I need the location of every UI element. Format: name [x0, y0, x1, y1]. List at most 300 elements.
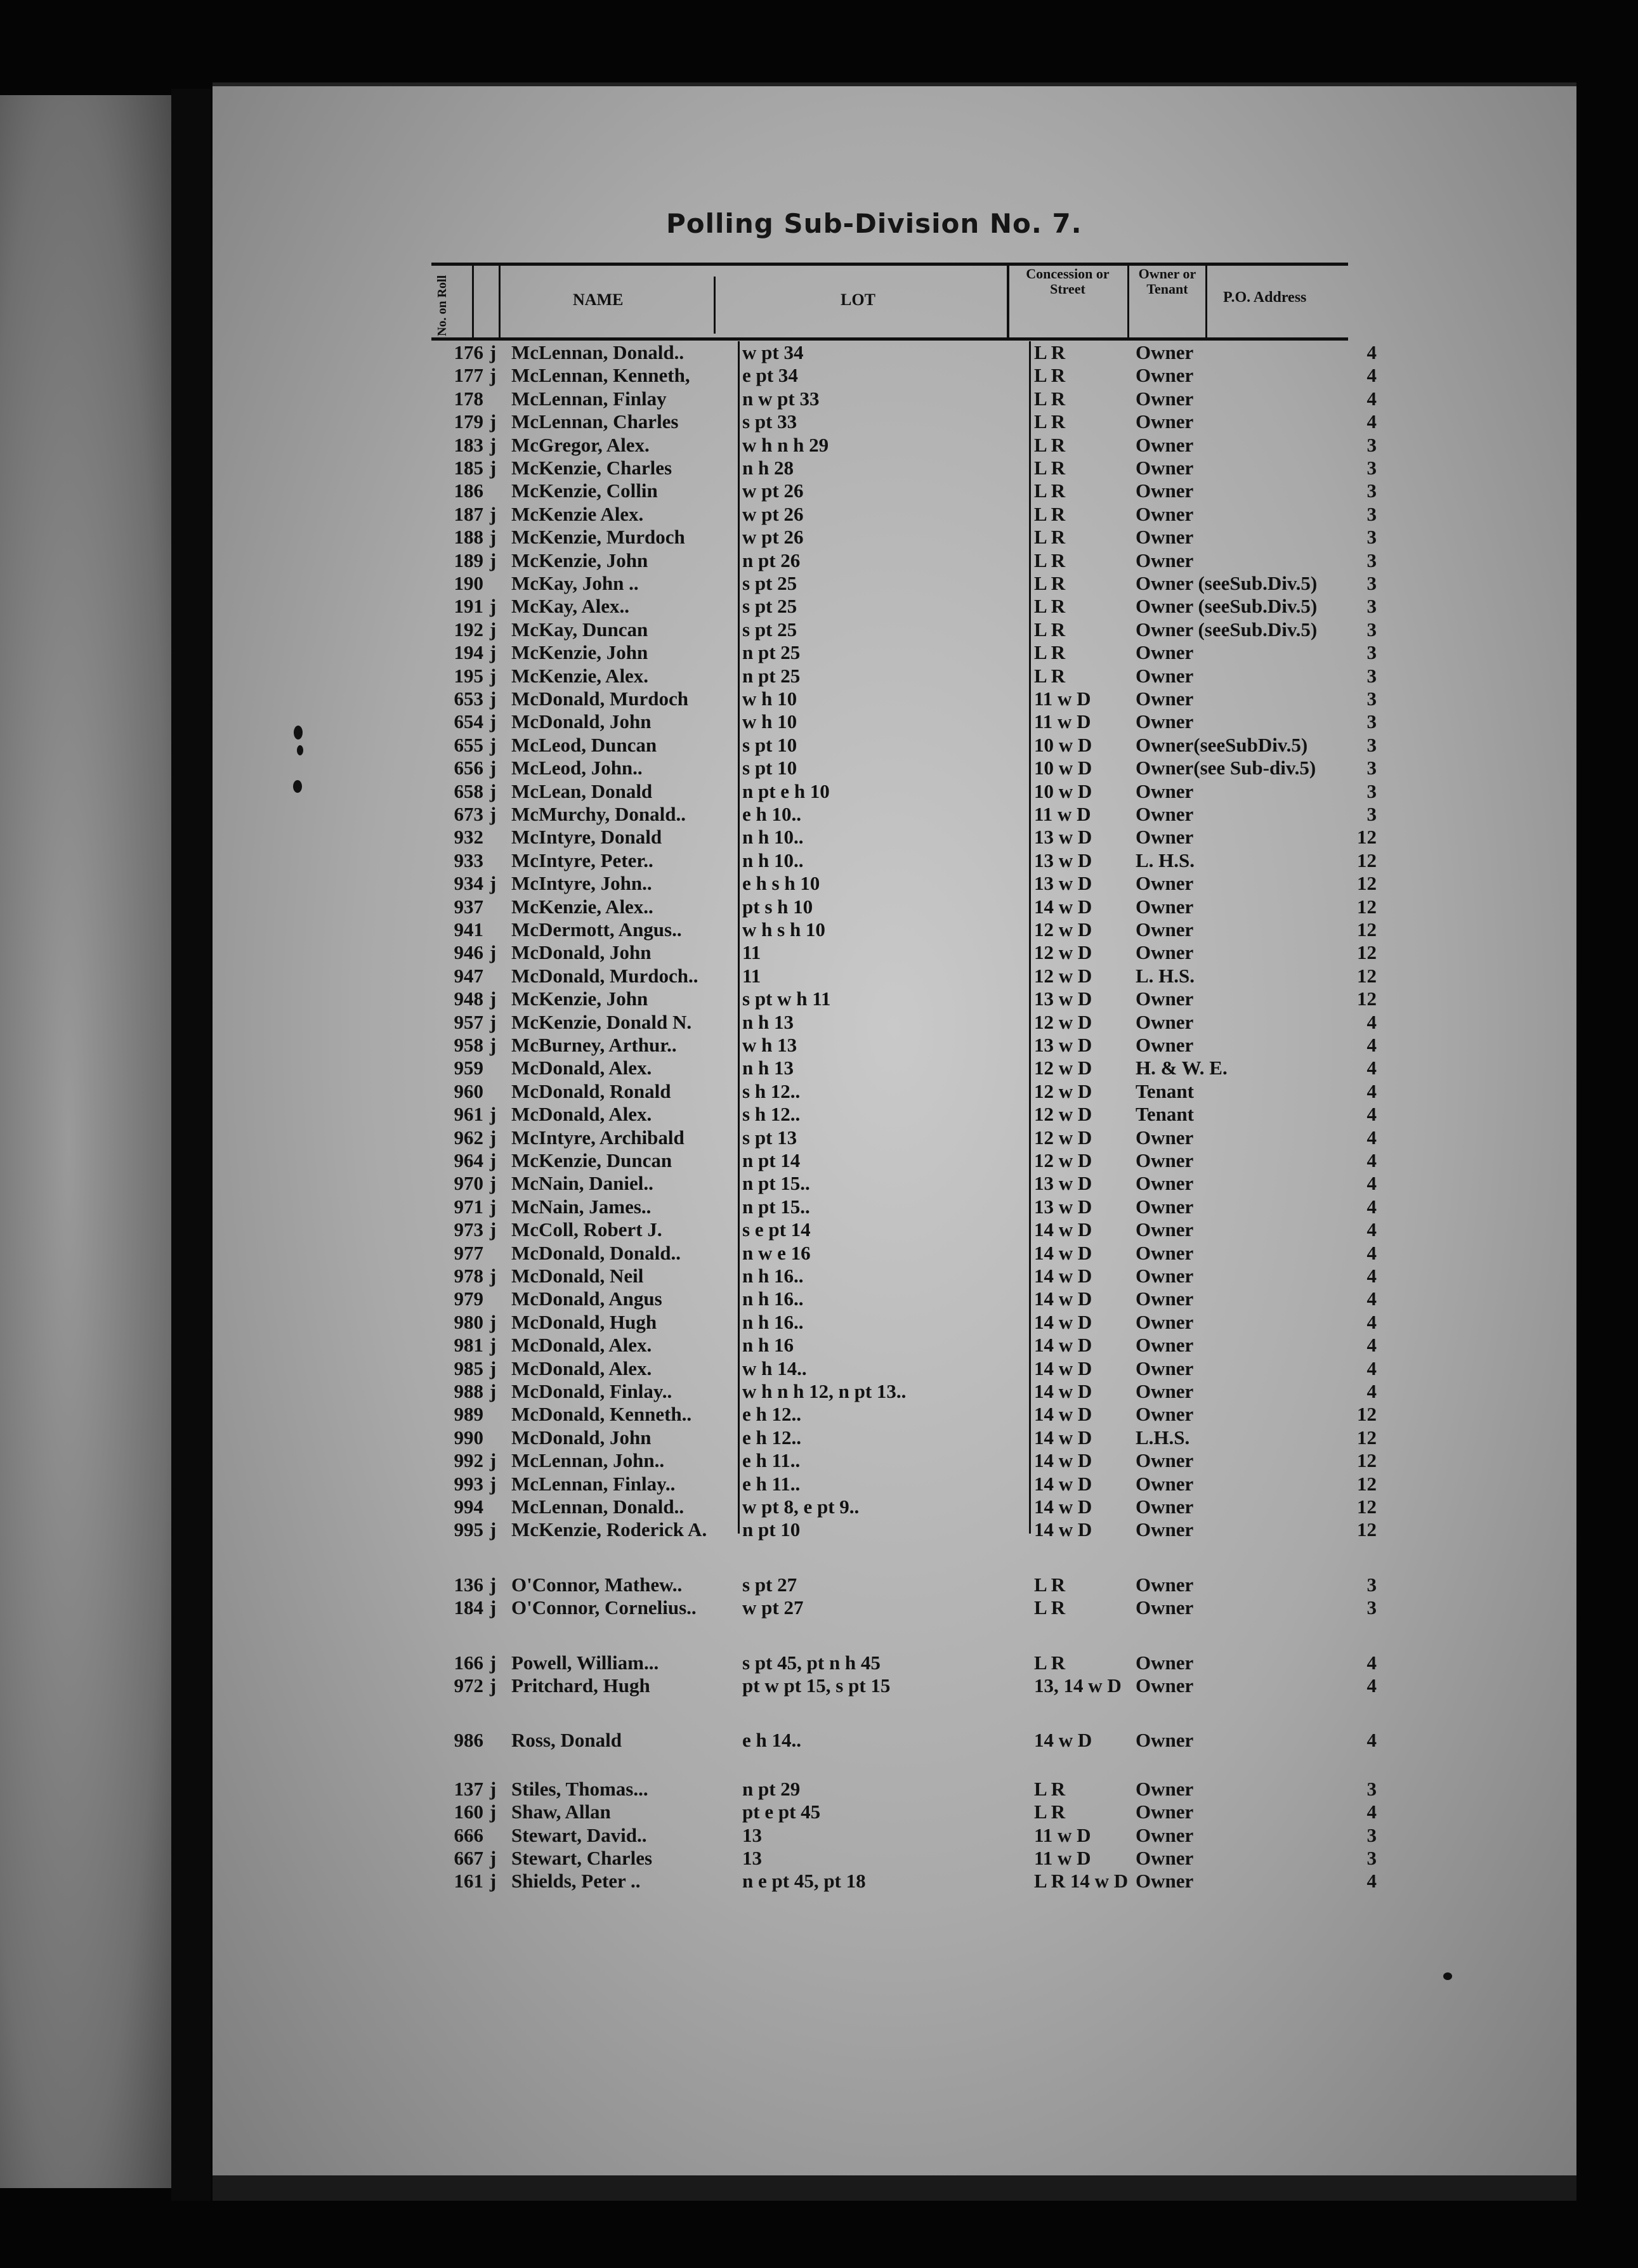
cell-own: Owner — [1136, 1126, 1194, 1149]
cell-con: 14 w D — [1034, 1334, 1092, 1357]
cell-j: j — [489, 1149, 497, 1171]
cell-no: 176 — [454, 341, 483, 363]
cell-po: 4 — [1366, 387, 1377, 410]
cell-lot: e h 12.. — [742, 1403, 801, 1426]
cell-lot: n pt 26 — [742, 549, 801, 571]
cell-name: McLennan, Kenneth, — [511, 364, 690, 387]
cell-own: Owner — [1136, 1823, 1194, 1846]
cell-po: 4 — [1366, 364, 1377, 387]
cell-po: 4 — [1366, 1674, 1377, 1697]
cell-con: 14 w D — [1034, 1472, 1092, 1495]
cell-con: 12 w D — [1034, 1103, 1092, 1126]
cell-po: 4 — [1366, 1651, 1377, 1674]
table-row — [0, 1652, 1638, 1674]
cell-name: McLeod, John.. — [511, 757, 643, 779]
header-divider — [1205, 263, 1207, 340]
cell-name: McKenzie, Duncan — [511, 1149, 672, 1171]
cell-po: 4 — [1366, 1357, 1377, 1379]
page-bottom-edge — [213, 2175, 1576, 2201]
cell-no: 667 — [454, 1847, 483, 1869]
cell-lot: w pt 8, e pt 9.. — [742, 1496, 860, 1518]
cell-po: 12 — [1357, 1518, 1377, 1541]
cell-own: Owner — [1136, 1847, 1194, 1869]
table-row — [0, 941, 1638, 964]
cell-po: 4 — [1366, 1195, 1377, 1218]
scan-speck — [294, 726, 303, 740]
cell-own: Owner — [1136, 1472, 1194, 1495]
cell-name: McLean, Donald — [511, 779, 653, 802]
cell-name: McDonald, John — [511, 941, 652, 964]
cell-lot: s pt 13 — [742, 1126, 797, 1149]
cell-name: McLennan, Finlay.. — [511, 1472, 676, 1495]
cell-own: Owner — [1136, 803, 1194, 825]
header-bottom-rule — [431, 337, 1348, 341]
cell-own: Owner — [1136, 1287, 1194, 1310]
cell-lot: n h 16.. — [742, 1287, 804, 1310]
cell-j: j — [489, 502, 497, 525]
cell-own: Owner — [1136, 1596, 1194, 1619]
cell-no: 166 — [454, 1651, 483, 1674]
cell-po: 4 — [1366, 1010, 1377, 1033]
cell-own: Owner — [1136, 1777, 1194, 1800]
cell-no: 195 — [454, 664, 483, 687]
table-row — [0, 1574, 1638, 1596]
cell-po: 4 — [1366, 410, 1377, 433]
cell-con: L R 14 w D — [1034, 1870, 1129, 1893]
cell-j: j — [489, 757, 497, 779]
cell-po: 12 — [1357, 1403, 1377, 1426]
cell-con: 14 w D — [1034, 1310, 1092, 1333]
cell-po: 3 — [1366, 1573, 1377, 1596]
cell-con: L R — [1034, 479, 1066, 502]
cell-own: Owner — [1136, 1172, 1194, 1195]
cell-lot: e h 12.. — [742, 1426, 801, 1449]
cell-po: 12 — [1357, 987, 1377, 1010]
cell-name: McLennan, Charles — [511, 410, 679, 433]
cell-lot: n pt 29 — [742, 1777, 801, 1800]
cell-po: 3 — [1366, 1777, 1377, 1800]
cell-lot: w h n h 12, n pt 13.. — [742, 1380, 907, 1402]
cell-own: Owner(see Sub-div.5) — [1136, 757, 1316, 779]
cell-lot: s pt 27 — [742, 1573, 797, 1596]
cell-con: L R — [1034, 387, 1066, 410]
cell-name: McDonald, Donald.. — [511, 1241, 681, 1264]
cell-j: j — [489, 1596, 497, 1619]
cell-own: Owner — [1136, 641, 1194, 664]
table-row — [0, 826, 1638, 849]
cell-own: Owner — [1136, 688, 1194, 710]
cell-lot: s h 12.. — [742, 1079, 801, 1102]
table-row — [0, 1449, 1638, 1472]
cell-po: 4 — [1366, 1380, 1377, 1402]
cell-con: 14 w D — [1034, 1218, 1092, 1241]
cell-name: McKenzie, Donald N. — [511, 1010, 692, 1033]
cell-no: 986 — [454, 1729, 483, 1752]
cell-po: 4 — [1366, 1218, 1377, 1241]
cell-con: 13 w D — [1034, 1172, 1092, 1195]
cell-con: 13 w D — [1034, 849, 1092, 871]
cell-own: Owner — [1136, 664, 1194, 687]
cell-name: McDonald, John — [511, 710, 652, 733]
cell-con: L R — [1034, 1596, 1066, 1619]
cell-j: j — [489, 1195, 497, 1218]
cell-j: j — [489, 779, 497, 802]
cell-lot: s pt 33 — [742, 410, 797, 433]
cell-own: Owner — [1136, 1403, 1194, 1426]
table-row — [0, 1357, 1638, 1380]
cell-con: 12 w D — [1034, 941, 1092, 964]
cell-con: 11 w D — [1034, 688, 1091, 710]
cell-j: j — [489, 433, 497, 456]
cell-name: McDonald, Kenneth.. — [511, 1403, 692, 1426]
cell-own: Owner — [1136, 1729, 1194, 1752]
cell-po: 3 — [1366, 479, 1377, 502]
cell-j: j — [489, 710, 497, 733]
cell-con: L R — [1034, 502, 1066, 525]
cell-po: 4 — [1366, 1241, 1377, 1264]
cell-name: Stewart, David.. — [511, 1823, 647, 1846]
cell-po: 4 — [1366, 1287, 1377, 1310]
cell-po: 12 — [1357, 1426, 1377, 1449]
cell-j: j — [489, 641, 497, 664]
cell-po: 4 — [1366, 1149, 1377, 1171]
cell-name: McLennan, Donald.. — [511, 1496, 685, 1518]
table-row — [0, 526, 1638, 549]
cell-po: 12 — [1357, 872, 1377, 895]
table-row — [0, 1334, 1638, 1357]
header-owner-tenant: Owner or Tenant — [1138, 266, 1196, 297]
cell-lot: n h 16.. — [742, 1310, 804, 1333]
cell-con: 13, 14 w D — [1034, 1674, 1122, 1697]
cell-no: 990 — [454, 1426, 483, 1449]
cell-po: 4 — [1366, 1310, 1377, 1333]
cell-po: 4 — [1366, 1265, 1377, 1287]
cell-j: j — [489, 1310, 497, 1333]
cell-no: 192 — [454, 618, 483, 641]
cell-j: j — [489, 688, 497, 710]
cell-own: Owner — [1136, 779, 1194, 802]
cell-lot: pt e pt 45 — [742, 1801, 821, 1823]
table-row — [0, 1380, 1638, 1403]
cell-no: 160 — [454, 1801, 483, 1823]
cell-po: 3 — [1366, 618, 1377, 641]
cell-lot: n h 10.. — [742, 849, 804, 871]
header-name: NAME — [573, 290, 624, 309]
cell-lot: w h 14.. — [742, 1357, 807, 1379]
cell-lot: s pt 10 — [742, 757, 797, 779]
cell-own: L.H.S. — [1136, 1426, 1190, 1449]
cell-name: O'Connor, Cornelius.. — [511, 1596, 697, 1619]
cell-j: j — [489, 364, 497, 387]
cell-po: 3 — [1366, 710, 1377, 733]
cell-name: McIntyre, Peter.. — [511, 849, 653, 871]
cell-po: 3 — [1366, 664, 1377, 687]
cell-own: Owner — [1136, 1674, 1194, 1697]
cell-j: j — [489, 1651, 497, 1674]
table-row — [0, 434, 1638, 457]
cell-po: 3 — [1366, 595, 1377, 618]
cell-con: 14 w D — [1034, 1380, 1092, 1402]
table-row — [0, 1172, 1638, 1195]
cell-own: Owner — [1136, 502, 1194, 525]
cell-name: McGregor, Alex. — [511, 433, 650, 456]
scan-speck — [1443, 1972, 1452, 1980]
cell-con: L R — [1034, 641, 1066, 664]
cell-own: Owner — [1136, 387, 1194, 410]
cell-j: j — [489, 341, 497, 363]
header-divider — [472, 263, 474, 340]
cell-no: 973 — [454, 1218, 483, 1241]
table-row — [0, 1518, 1638, 1541]
cell-name: McKenzie, Charles — [511, 457, 672, 479]
cell-name: McKenzie Alex. — [511, 502, 644, 525]
cell-con: L R — [1034, 549, 1066, 571]
cell-j: j — [489, 733, 497, 756]
cell-name: McMurchy, Donald.. — [511, 803, 686, 825]
cell-own: Tenant — [1136, 1103, 1194, 1126]
table-row — [0, 1080, 1638, 1103]
cell-no: 183 — [454, 433, 483, 456]
cell-j: j — [489, 1126, 497, 1149]
cell-con: L R — [1034, 618, 1066, 641]
cell-lot: n h 16.. — [742, 1265, 804, 1287]
cell-con: 11 w D — [1034, 1847, 1091, 1869]
cell-po: 12 — [1357, 1449, 1377, 1472]
cell-lot: n pt 25 — [742, 641, 801, 664]
cell-name: McKenzie, John — [511, 987, 648, 1010]
cell-po: 4 — [1366, 1034, 1377, 1056]
cell-j: j — [489, 1573, 497, 1596]
cell-own: Owner — [1136, 1518, 1194, 1541]
cell-no: 933 — [454, 849, 483, 871]
cell-own: Owner — [1136, 918, 1194, 941]
cell-po: 3 — [1366, 1823, 1377, 1846]
cell-con: L R — [1034, 410, 1066, 433]
cell-name: Stewart, Charles — [511, 1847, 653, 1869]
cell-name: McDonald, Alex. — [511, 1357, 652, 1379]
cell-po: 3 — [1366, 526, 1377, 549]
cell-con: L R — [1034, 457, 1066, 479]
cell-own: Owner — [1136, 479, 1194, 502]
cell-po: 4 — [1366, 1126, 1377, 1149]
cell-lot: n pt 15.. — [742, 1172, 810, 1195]
cell-con: 12 w D — [1034, 1079, 1092, 1102]
cell-no: 136 — [454, 1573, 483, 1596]
cell-no: 654 — [454, 710, 483, 733]
cell-con: 12 w D — [1034, 1010, 1092, 1033]
cell-po: 12 — [1357, 1496, 1377, 1518]
cell-own: Owner — [1136, 1380, 1194, 1402]
cell-lot: s pt 25 — [742, 618, 797, 641]
cell-po: 3 — [1366, 779, 1377, 802]
cell-lot: n w pt 33 — [742, 387, 820, 410]
header-no-on-roll: No. on Roll — [435, 275, 449, 336]
cell-j: j — [489, 941, 497, 964]
cell-no: 977 — [454, 1241, 483, 1264]
cell-no: 178 — [454, 387, 483, 410]
table-row — [0, 341, 1638, 364]
header-divider — [1007, 263, 1009, 340]
table-row — [0, 641, 1638, 664]
cell-no: 658 — [454, 779, 483, 802]
cell-lot: n pt 10 — [742, 1518, 801, 1541]
cell-name: McDonald, Angus — [511, 1287, 662, 1310]
cell-con: L R — [1034, 572, 1066, 594]
cell-no: 957 — [454, 1010, 483, 1033]
table-row — [0, 1126, 1638, 1149]
cell-j: j — [489, 410, 497, 433]
cell-name: McKenzie, John — [511, 549, 648, 571]
cell-con: 14 w D — [1034, 895, 1092, 918]
header-top-rule — [431, 263, 1348, 266]
cell-lot: 13 — [742, 1823, 762, 1846]
cell-own: Owner — [1136, 1496, 1194, 1518]
cell-own: Owner — [1136, 872, 1194, 895]
cell-name: Pritchard, Hugh — [511, 1674, 650, 1697]
cell-j: j — [489, 526, 497, 549]
cell-con: 10 w D — [1034, 757, 1092, 779]
cell-name: McLeod, Duncan — [511, 733, 657, 756]
cell-lot: s pt 25 — [742, 595, 797, 618]
cell-j: j — [489, 1777, 497, 1800]
table-row — [0, 364, 1638, 387]
cell-lot: n h 16 — [742, 1334, 794, 1357]
cell-con: 14 w D — [1034, 1426, 1092, 1449]
cell-own: Owner — [1136, 1010, 1194, 1033]
cell-lot: n h 10.. — [742, 826, 804, 849]
table-row — [0, 1149, 1638, 1172]
cell-po: 12 — [1357, 918, 1377, 941]
cell-no: 959 — [454, 1057, 483, 1079]
cell-name: McDonald, Ronald — [511, 1079, 671, 1102]
table-row — [0, 1196, 1638, 1218]
table-row — [0, 388, 1638, 410]
cell-po: 3 — [1366, 433, 1377, 456]
cell-own: Owner — [1136, 1334, 1194, 1357]
cell-no: 666 — [454, 1823, 483, 1846]
cell-lot: e h 14.. — [742, 1729, 801, 1752]
cell-own: Owner — [1136, 826, 1194, 849]
cell-j: j — [489, 803, 497, 825]
cell-no: 653 — [454, 688, 483, 710]
table-row — [0, 757, 1638, 779]
cell-name: McColl, Robert J. — [511, 1218, 662, 1241]
table-row — [0, 1870, 1638, 1893]
cell-con: 11 w D — [1034, 710, 1091, 733]
scan-speck — [297, 745, 303, 755]
cell-lot: w pt 26 — [742, 479, 804, 502]
cell-no: 962 — [454, 1126, 483, 1149]
cell-name: McDonald, Neil — [511, 1265, 644, 1287]
cell-no: 948 — [454, 987, 483, 1010]
cell-own: Owner — [1136, 1870, 1194, 1893]
cell-own: Owner(seeSubDiv.5) — [1136, 733, 1308, 756]
table-row — [0, 1287, 1638, 1310]
cell-lot: e h 11.. — [742, 1449, 801, 1472]
cell-lot: s pt 45, pt n h 45 — [742, 1651, 881, 1674]
cell-no: 970 — [454, 1172, 483, 1195]
cell-own: Owner — [1136, 457, 1194, 479]
cell-con: L R — [1034, 433, 1066, 456]
table-row — [0, 1824, 1638, 1847]
cell-j: j — [489, 1449, 497, 1472]
cell-own: Owner — [1136, 410, 1194, 433]
page-title: Polling Sub-Division No. 7. — [666, 208, 1082, 239]
cell-name: McNain, James.. — [511, 1195, 652, 1218]
cell-j: j — [489, 1801, 497, 1823]
cell-lot: 11 — [742, 941, 761, 964]
cell-name: McDonald, Alex. — [511, 1057, 652, 1079]
cell-name: Shields, Peter .. — [511, 1870, 641, 1893]
cell-name: McDonald, John — [511, 1426, 652, 1449]
cell-own: Owner — [1136, 341, 1194, 363]
cell-lot: s pt 25 — [742, 572, 797, 594]
cell-own: Owner — [1136, 1265, 1194, 1287]
cell-po: 12 — [1357, 849, 1377, 871]
cell-own: Owner (seeSub.Div.5) — [1136, 572, 1318, 594]
cell-lot: e h 11.. — [742, 1472, 801, 1495]
table-row — [0, 665, 1638, 688]
cell-name: McDonald, Hugh — [511, 1310, 657, 1333]
cell-j: j — [489, 1265, 497, 1287]
cell-j: j — [489, 1334, 497, 1357]
cell-lot: w pt 26 — [742, 502, 804, 525]
cell-po: 4 — [1366, 1057, 1377, 1079]
cell-own: Owner — [1136, 1573, 1194, 1596]
cell-j: j — [489, 1674, 497, 1697]
cell-lot: pt s h 10 — [742, 895, 813, 918]
cell-name: O'Connor, Mathew.. — [511, 1573, 683, 1596]
cell-j: j — [489, 664, 497, 687]
cell-j: j — [489, 618, 497, 641]
cell-j: j — [489, 1103, 497, 1126]
cell-j: j — [489, 1357, 497, 1379]
cell-con: 10 w D — [1034, 733, 1092, 756]
cell-name: McKenzie, Murdoch — [511, 526, 685, 549]
table-row — [0, 849, 1638, 872]
cell-no: 947 — [454, 964, 483, 987]
table-row — [0, 1473, 1638, 1496]
cell-own: Owner — [1136, 710, 1194, 733]
cell-no: 964 — [454, 1149, 483, 1171]
cell-name: McLennan, Donald.. — [511, 341, 685, 363]
cell-con: L R — [1034, 595, 1066, 618]
cell-j: j — [489, 987, 497, 1010]
cell-lot: e h 10.. — [742, 803, 801, 825]
cell-lot: n e pt 45, pt 18 — [742, 1870, 866, 1893]
cell-j: j — [489, 1472, 497, 1495]
cell-no: 934 — [454, 872, 483, 895]
cell-con: L R — [1034, 1801, 1066, 1823]
cell-lot: s h 12.. — [742, 1103, 801, 1126]
table-row — [0, 549, 1638, 572]
cell-po: 4 — [1366, 1870, 1377, 1893]
cell-lot: s pt 10 — [742, 733, 797, 756]
cell-no: 992 — [454, 1449, 483, 1472]
cell-con: L R — [1034, 526, 1066, 549]
cell-j: j — [489, 1218, 497, 1241]
cell-no: 971 — [454, 1195, 483, 1218]
table-row — [0, 1218, 1638, 1241]
cell-con: 12 w D — [1034, 1149, 1092, 1171]
cell-lot: 11 — [742, 964, 761, 987]
cell-name: Powell, William... — [511, 1651, 659, 1674]
cell-name: McKenzie, John — [511, 641, 648, 664]
cell-own: Owner — [1136, 1149, 1194, 1171]
cell-lot: w pt 27 — [742, 1596, 804, 1619]
cell-j: j — [489, 1518, 497, 1541]
table-row — [0, 710, 1638, 733]
